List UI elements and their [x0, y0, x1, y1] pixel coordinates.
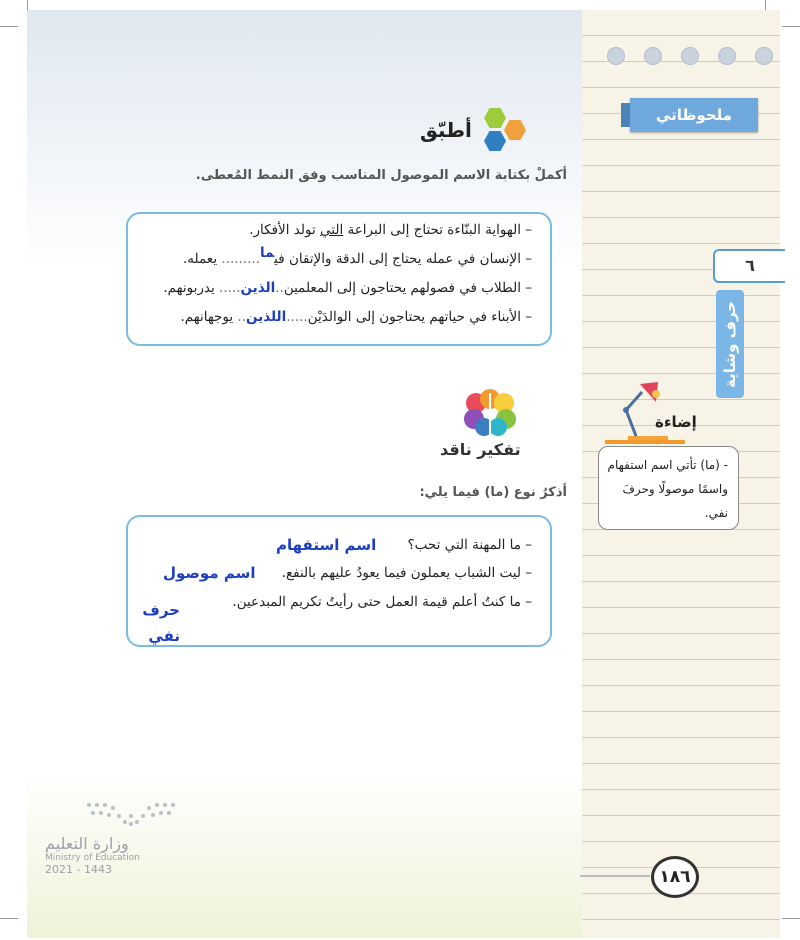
critical-line-1: – ما المهنة التي تحب؟ [407, 537, 532, 553]
critical-answer-1: اسم استفهام [276, 536, 377, 554]
exercise-answer-1: التي [320, 222, 344, 238]
lesson-number: ٦ [745, 256, 755, 275]
notes-title: ملحوظاتي [655, 106, 733, 124]
ministry-name-en: Ministry of Education [45, 853, 140, 863]
crop-mark [782, 26, 800, 27]
critical-line-3: – ما كنتُ أعلم قيمة العمل حتى رأيتُ تكريم المبدعين. [232, 594, 532, 610]
page-number: ١٨٦ [651, 856, 699, 898]
apply-instruction: أكملْ بكتابة الاسم الموصول المناسب وفق النمط المُعطى. [195, 168, 567, 183]
critical-answer-3: حرف نفي [142, 601, 180, 645]
notebook-hole [755, 47, 773, 65]
ministry-logo [45, 800, 177, 876]
crop-mark [0, 26, 18, 27]
critical-answer-2: اسم موصول [163, 564, 256, 582]
lamp-icon [620, 380, 680, 444]
apply-title: أطبّق [420, 118, 472, 142]
exercise-answer-3: الذين [240, 280, 276, 296]
exercise-line-4: – الأبناء في حياتهم يحتاجون إلى الوالدَيْن.....اللذين.. يوجهانهم. [180, 309, 532, 325]
crop-mark [782, 918, 800, 919]
crop-mark [0, 918, 18, 919]
brain-icon [462, 389, 518, 439]
exercise-line-3: – الطلاب في فصولهم يحتاجون إلى المعلمين..الذين..... يدربونهم. [163, 280, 532, 296]
ministry-name-ar: وزارة التعليم [45, 834, 129, 853]
critical-instruction: أذكرُ نوع (ما) فيما يلي: [419, 485, 567, 500]
vertical-tab-label: حرف وشاية [721, 300, 739, 388]
notebook-hole [607, 47, 625, 65]
exercise-answer-4: اللذين [246, 309, 287, 325]
lesson-number-box [713, 249, 785, 283]
ministry-dots-icon [85, 800, 177, 830]
tip-text: - (ما) تأتي اسم استفهام واسمًا موصولًا وحرفَ نفي. [607, 458, 728, 520]
notebook-hole [718, 47, 736, 65]
apply-exercise-box [126, 212, 552, 346]
ministry-year: 2021 - 1443 [45, 863, 112, 876]
tip-accent-bar [605, 440, 685, 444]
tip-title: إضاءة [655, 413, 697, 431]
notes-title-tab [630, 98, 758, 132]
notebook-hole [644, 47, 662, 65]
notebook-hole [681, 47, 699, 65]
page-number-rule [580, 875, 650, 877]
exercise-line-2: – الإنسان في عمله يحتاج إلى الدقة والإتقان فيما......... يعمله. [183, 245, 532, 267]
critical-line-2: – ليت الشباب يعملون فيما يعودُ عليهم بالنفع. [281, 565, 532, 581]
exercise-answer-2: ما [260, 245, 275, 261]
exercise-line-1: – الهواية البنّاءة تحتاج إلى البراعة التي تولد الأفكار. [249, 222, 532, 238]
tip-box [598, 446, 739, 530]
critical-thinking-title: تفكير ناقد [440, 440, 521, 459]
